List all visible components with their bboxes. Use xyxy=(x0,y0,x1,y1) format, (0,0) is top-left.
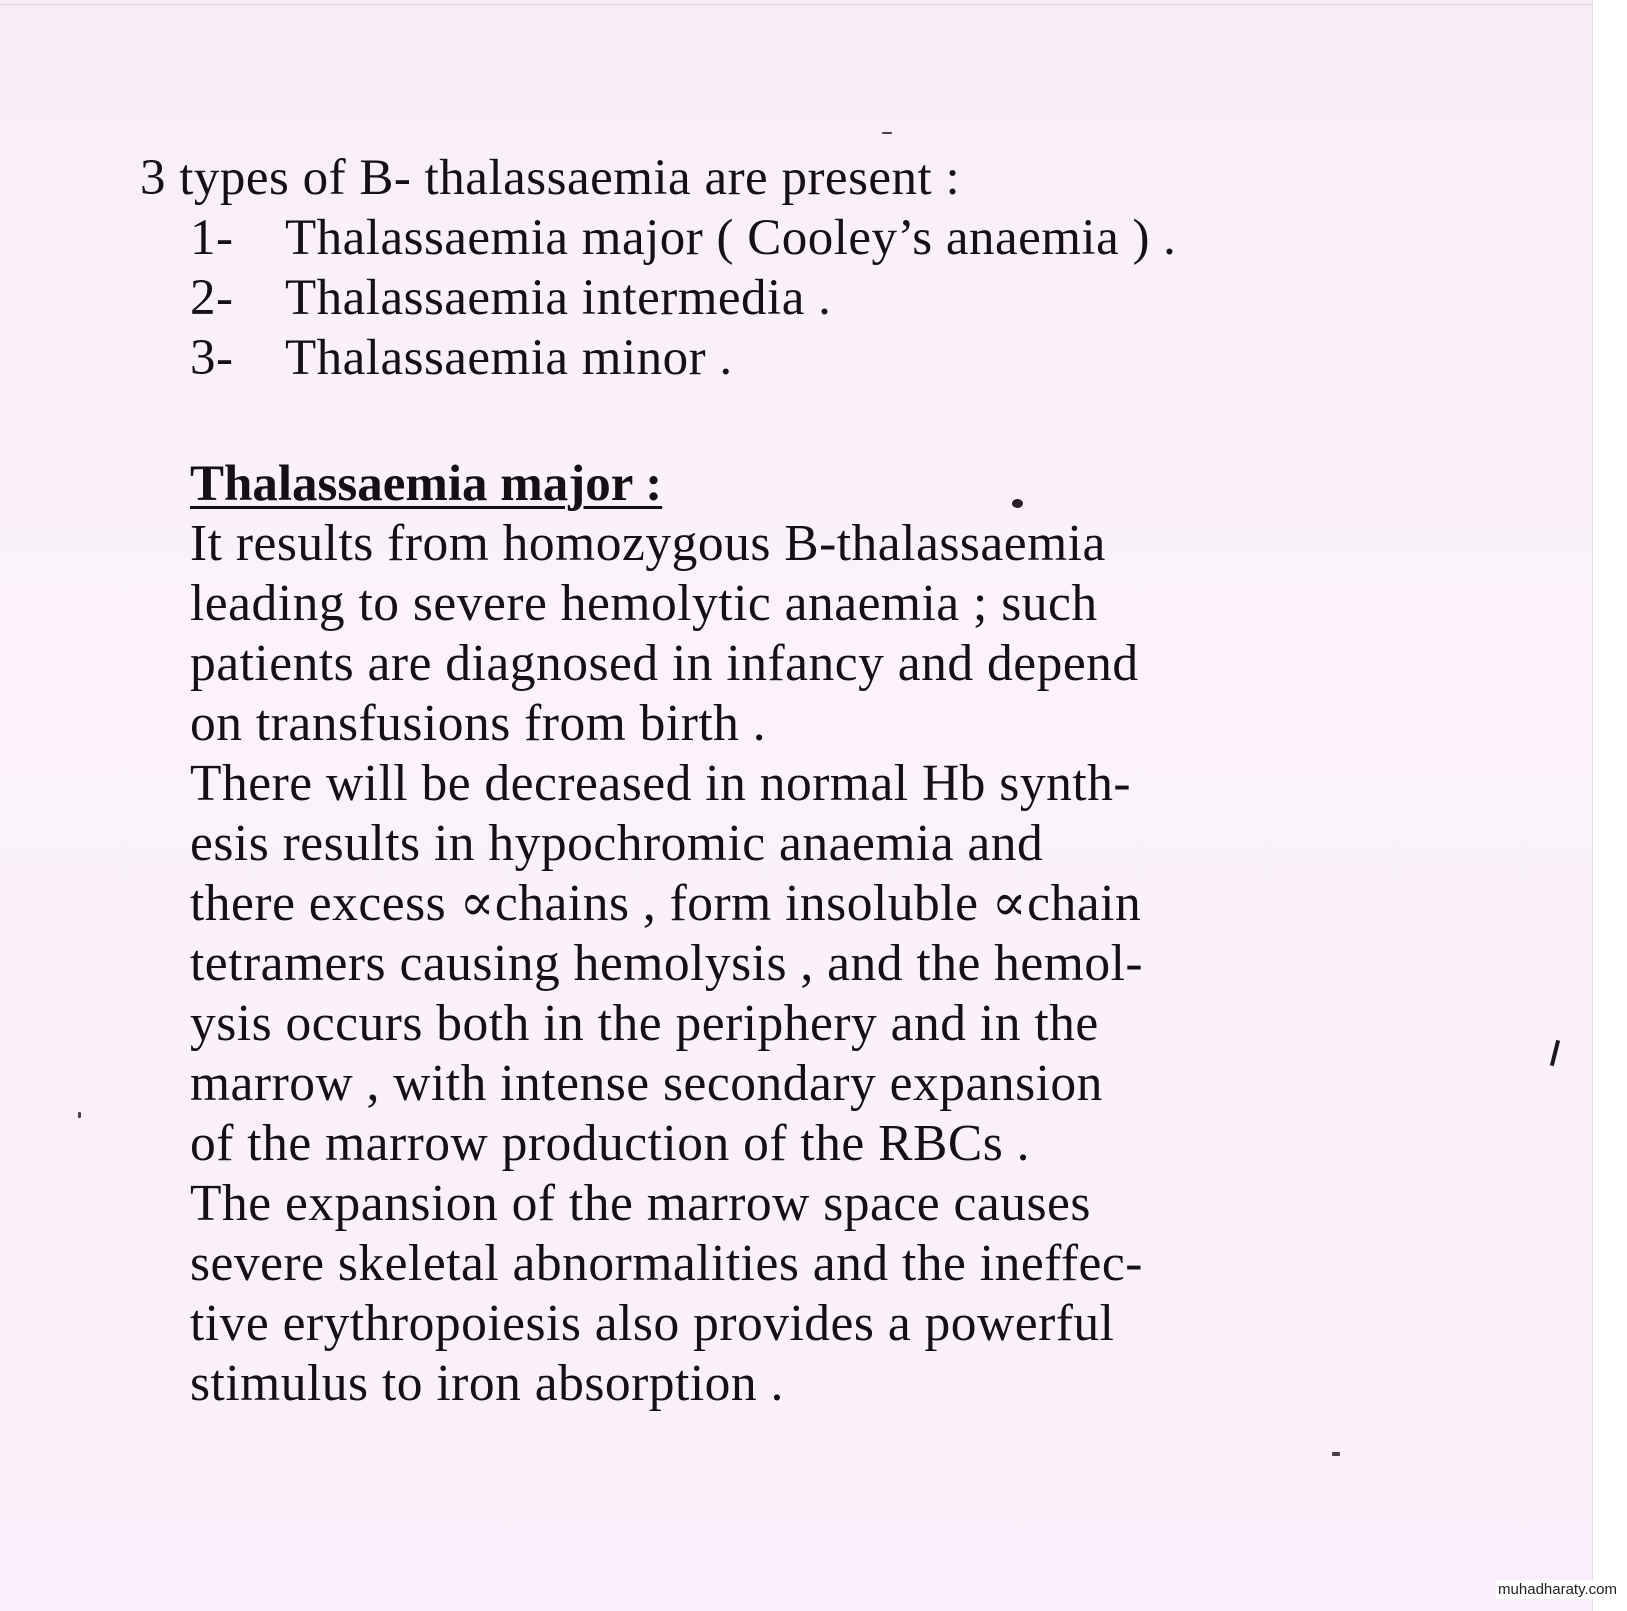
ink-dot-mark xyxy=(1012,499,1023,508)
pen-stroke-mark xyxy=(1550,1040,1560,1066)
body-line: There will be decreased in normal Hb synth- xyxy=(190,755,1132,812)
body-line: stimulus to iron absorption . xyxy=(190,1355,784,1412)
body-line: there excess ∝chains , form insoluble ∝chain xyxy=(190,875,1142,932)
body-line: marrow , with intense secondary expansion xyxy=(190,1055,1103,1112)
page-top-edge xyxy=(0,4,1593,5)
list-item xyxy=(190,328,1176,388)
body-line: ysis occurs both in the periphery and in the xyxy=(190,995,1099,1052)
body-line: on transfusions from birth . xyxy=(190,695,767,752)
scan-speck xyxy=(78,1112,81,1118)
list-number: 2- xyxy=(190,270,234,326)
site-watermark: muhadharaty.com xyxy=(1498,1581,1617,1598)
body-line: severe skeletal abnormalities and the ineffec- xyxy=(190,1235,1143,1292)
body-line: tetramers causing hemolysis , and the hemol- xyxy=(190,935,1144,992)
list-item xyxy=(190,268,1176,328)
body-line: leading to severe hemolytic anaemia ; such xyxy=(190,575,1098,632)
section-heading: Thalassaemia major : xyxy=(190,456,663,512)
intro-sentence: 3 types of B- thalassaemia are present : xyxy=(140,150,961,206)
list-number: 3- xyxy=(190,330,234,386)
body-line: The expansion of the marrow space causes xyxy=(190,1175,1091,1232)
body-line: patients are diagnosed in infancy and depend xyxy=(190,635,1139,692)
list-text: Thalassaemia minor . xyxy=(285,330,733,386)
body-line: of the marrow production of the RBCs . xyxy=(190,1115,1031,1172)
body-line: It results from homozygous B-thalassaemia xyxy=(190,515,1106,572)
body-line: esis results in hypochromic anaemia and xyxy=(190,815,1044,872)
types-list xyxy=(190,208,1176,388)
page-right-margin xyxy=(1592,0,1627,1611)
list-number: 1- xyxy=(190,210,234,266)
list-item xyxy=(190,208,1176,268)
scan-speck xyxy=(1332,1452,1340,1456)
body-paragraph xyxy=(190,514,1143,1414)
scan-speck xyxy=(882,132,892,134)
body-line: tive erythropoiesis also provides a powerful xyxy=(190,1295,1115,1352)
list-text: Thalassaemia intermedia . xyxy=(285,270,832,326)
list-text: Thalassaemia major ( Cooley’s anaemia ) . xyxy=(285,210,1177,266)
